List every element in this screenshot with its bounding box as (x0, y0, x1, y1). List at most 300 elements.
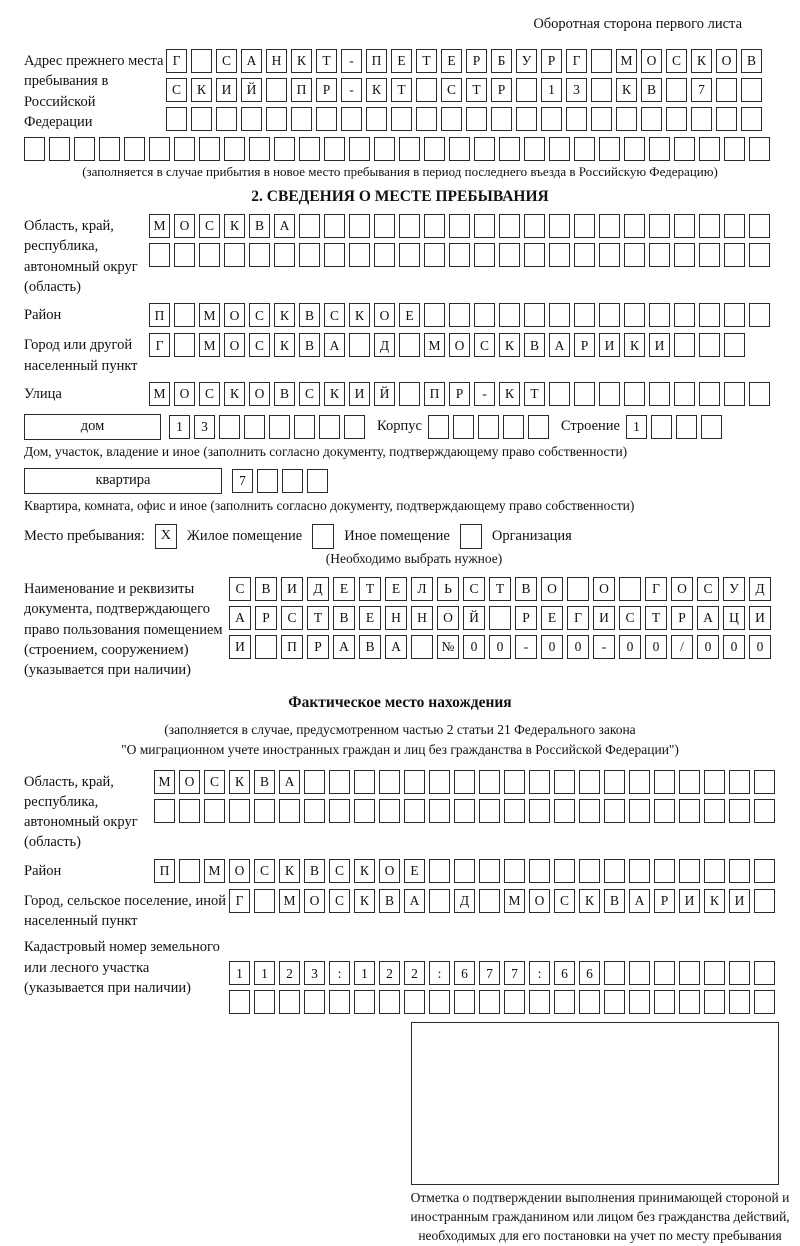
char-box[interactable] (479, 990, 500, 1014)
char-box[interactable] (294, 415, 315, 439)
char-box[interactable] (574, 303, 595, 327)
char-box[interactable]: О (304, 889, 325, 913)
char-box[interactable]: Н (385, 606, 407, 630)
char-box[interactable]: В (304, 859, 325, 883)
char-box[interactable] (349, 243, 370, 267)
char-box[interactable] (729, 990, 750, 1014)
char-box[interactable]: В (333, 606, 355, 630)
char-box[interactable] (191, 107, 212, 131)
char-box[interactable] (266, 78, 287, 102)
char-box[interactable] (729, 770, 750, 794)
char-box[interactable] (449, 303, 470, 327)
char-box[interactable]: Р (574, 333, 595, 357)
char-box[interactable] (429, 770, 450, 794)
char-box[interactable]: С (619, 606, 641, 630)
char-box[interactable] (266, 107, 287, 131)
char-box[interactable]: О (593, 577, 615, 601)
char-box[interactable]: 3 (304, 961, 325, 985)
char-box[interactable] (424, 243, 445, 267)
char-box[interactable]: Т (359, 577, 381, 601)
char-box[interactable] (179, 799, 200, 823)
char-box[interactable] (329, 799, 350, 823)
char-box[interactable] (679, 990, 700, 1014)
char-box[interactable] (629, 990, 650, 1014)
char-box[interactable] (399, 214, 420, 238)
char-box[interactable] (416, 107, 437, 131)
char-box[interactable] (641, 107, 662, 131)
char-box[interactable] (174, 333, 195, 357)
char-box[interactable] (274, 137, 295, 161)
char-box[interactable] (249, 243, 270, 267)
char-box[interactable] (316, 107, 337, 131)
char-box[interactable]: П (149, 303, 170, 327)
char-box[interactable] (174, 303, 195, 327)
char-box[interactable] (474, 137, 495, 161)
char-box[interactable] (604, 770, 625, 794)
char-box[interactable] (269, 415, 290, 439)
char-box[interactable]: Р (449, 382, 470, 406)
char-box[interactable]: И (679, 889, 700, 913)
char-box[interactable]: Г (645, 577, 667, 601)
char-box[interactable] (474, 243, 495, 267)
char-box[interactable] (366, 107, 387, 131)
char-box[interactable] (379, 770, 400, 794)
char-box[interactable]: - (341, 78, 362, 102)
char-box[interactable]: 2 (379, 961, 400, 985)
char-box[interactable] (674, 137, 695, 161)
char-box[interactable] (749, 137, 770, 161)
char-box[interactable] (579, 859, 600, 883)
char-box[interactable] (449, 214, 470, 238)
char-box[interactable]: О (529, 889, 550, 913)
char-box[interactable]: К (354, 859, 375, 883)
char-box[interactable]: Р (654, 889, 675, 913)
char-box[interactable]: С (254, 859, 275, 883)
char-box[interactable] (499, 303, 520, 327)
char-box[interactable]: 2 (279, 961, 300, 985)
char-box[interactable] (749, 214, 770, 238)
char-box[interactable]: 2 (404, 961, 425, 985)
char-box[interactable]: И (649, 333, 670, 357)
char-box[interactable]: О (716, 49, 737, 73)
char-box[interactable] (279, 799, 300, 823)
char-box[interactable] (554, 990, 575, 1014)
char-box[interactable] (729, 799, 750, 823)
char-box[interactable] (354, 770, 375, 794)
char-box[interactable]: С (666, 49, 687, 73)
char-box[interactable]: Г (567, 606, 589, 630)
char-box[interactable]: А (274, 214, 295, 238)
char-box[interactable]: П (291, 78, 312, 102)
char-box[interactable]: 1 (229, 961, 250, 985)
char-box[interactable] (649, 214, 670, 238)
char-box[interactable] (49, 137, 70, 161)
char-box[interactable] (154, 799, 175, 823)
char-box[interactable]: А (629, 889, 650, 913)
char-box[interactable] (307, 469, 328, 493)
char-box[interactable]: К (624, 333, 645, 357)
char-box[interactable]: Т (391, 78, 412, 102)
char-box[interactable]: И (729, 889, 750, 913)
char-box[interactable] (524, 243, 545, 267)
char-box[interactable] (579, 770, 600, 794)
char-box[interactable] (699, 214, 720, 238)
char-box[interactable]: О (437, 606, 459, 630)
char-box[interactable]: О (249, 382, 270, 406)
char-box[interactable] (649, 303, 670, 327)
char-box[interactable]: В (274, 382, 295, 406)
char-box[interactable] (474, 303, 495, 327)
char-box[interactable] (479, 799, 500, 823)
char-box[interactable] (541, 107, 562, 131)
char-box[interactable] (429, 990, 450, 1014)
char-box[interactable] (749, 382, 770, 406)
char-box[interactable]: К (279, 859, 300, 883)
char-box[interactable] (374, 243, 395, 267)
char-box[interactable] (524, 303, 545, 327)
char-box[interactable] (704, 961, 725, 985)
char-box[interactable] (99, 137, 120, 161)
char-box[interactable] (624, 137, 645, 161)
char-box[interactable] (244, 415, 265, 439)
char-box[interactable] (166, 107, 187, 131)
char-box[interactable] (716, 78, 737, 102)
char-box[interactable] (254, 799, 275, 823)
char-box[interactable]: А (333, 635, 355, 659)
char-box[interactable] (729, 859, 750, 883)
char-box[interactable]: 0 (749, 635, 771, 659)
char-box[interactable] (344, 415, 365, 439)
char-box[interactable] (554, 859, 575, 883)
char-box[interactable]: В (515, 577, 537, 601)
char-box[interactable] (429, 889, 450, 913)
char-box[interactable] (424, 137, 445, 161)
char-box[interactable] (516, 78, 537, 102)
char-box[interactable] (704, 770, 725, 794)
char-box[interactable] (428, 415, 449, 439)
char-box[interactable] (749, 243, 770, 267)
char-box[interactable]: 0 (567, 635, 589, 659)
char-box[interactable] (304, 770, 325, 794)
char-box[interactable]: И (749, 606, 771, 630)
char-box[interactable] (579, 799, 600, 823)
char-box[interactable] (599, 243, 620, 267)
char-box[interactable] (604, 799, 625, 823)
char-box[interactable] (341, 107, 362, 131)
char-box[interactable] (449, 243, 470, 267)
char-box[interactable] (599, 382, 620, 406)
char-box[interactable]: П (366, 49, 387, 73)
char-box[interactable]: 3 (194, 415, 215, 439)
char-box[interactable]: В (524, 333, 545, 357)
char-box[interactable]: Р (466, 49, 487, 73)
char-box[interactable]: О (174, 214, 195, 238)
char-box[interactable] (299, 243, 320, 267)
char-box[interactable] (374, 137, 395, 161)
char-box[interactable] (629, 799, 650, 823)
char-box[interactable] (204, 799, 225, 823)
char-box[interactable] (549, 214, 570, 238)
char-box[interactable]: В (741, 49, 762, 73)
char-box[interactable] (299, 137, 320, 161)
char-box[interactable]: С (554, 889, 575, 913)
char-box[interactable]: А (549, 333, 570, 357)
char-box[interactable]: С (166, 78, 187, 102)
char-box[interactable]: С (281, 606, 303, 630)
char-box[interactable] (724, 214, 745, 238)
char-box[interactable]: С (697, 577, 719, 601)
char-box[interactable] (528, 415, 549, 439)
char-box[interactable]: В (604, 889, 625, 913)
char-box[interactable]: В (254, 770, 275, 794)
char-box[interactable] (654, 799, 675, 823)
char-box[interactable] (666, 107, 687, 131)
char-box[interactable] (524, 214, 545, 238)
char-box[interactable]: К (349, 303, 370, 327)
char-box[interactable] (629, 770, 650, 794)
char-box[interactable]: Т (489, 577, 511, 601)
char-box[interactable]: С (463, 577, 485, 601)
char-box[interactable]: В (299, 303, 320, 327)
char-box[interactable]: К (616, 78, 637, 102)
char-box[interactable] (199, 137, 220, 161)
char-box[interactable] (741, 78, 762, 102)
char-box[interactable] (319, 415, 340, 439)
char-box[interactable]: 0 (619, 635, 641, 659)
char-box[interactable]: 6 (554, 961, 575, 985)
char-box[interactable] (441, 107, 462, 131)
char-box[interactable] (499, 243, 520, 267)
char-box[interactable] (454, 859, 475, 883)
char-box[interactable] (579, 990, 600, 1014)
char-box[interactable]: И (216, 78, 237, 102)
char-box[interactable]: В (255, 577, 277, 601)
char-box[interactable] (453, 415, 474, 439)
char-box[interactable]: О (671, 577, 693, 601)
char-box[interactable] (629, 859, 650, 883)
char-box[interactable] (454, 770, 475, 794)
char-box[interactable]: К (499, 382, 520, 406)
char-box[interactable]: К (274, 303, 295, 327)
char-box[interactable]: М (199, 333, 220, 357)
char-box[interactable]: А (279, 770, 300, 794)
char-box[interactable] (616, 107, 637, 131)
char-box[interactable]: К (704, 889, 725, 913)
char-box[interactable]: М (149, 214, 170, 238)
char-box[interactable] (599, 137, 620, 161)
char-box[interactable]: В (249, 214, 270, 238)
char-box[interactable] (567, 577, 589, 601)
char-box[interactable]: О (224, 303, 245, 327)
char-box[interactable] (429, 859, 450, 883)
char-box[interactable]: Р (671, 606, 693, 630)
char-box[interactable] (529, 990, 550, 1014)
char-box[interactable]: О (449, 333, 470, 357)
char-box[interactable] (691, 107, 712, 131)
char-box[interactable]: Р (541, 49, 562, 73)
char-box[interactable]: Г (166, 49, 187, 73)
char-box[interactable]: С (324, 303, 345, 327)
char-box[interactable] (679, 799, 700, 823)
char-box[interactable] (729, 961, 750, 985)
char-box[interactable]: М (199, 303, 220, 327)
char-box[interactable] (574, 382, 595, 406)
char-box[interactable]: С (199, 214, 220, 238)
char-box[interactable]: Б (491, 49, 512, 73)
char-box[interactable]: О (179, 770, 200, 794)
char-box[interactable]: Л (411, 577, 433, 601)
char-box[interactable]: - (341, 49, 362, 73)
char-box[interactable] (304, 990, 325, 1014)
char-box[interactable]: Р (255, 606, 277, 630)
char-box[interactable] (701, 415, 722, 439)
char-box[interactable] (255, 635, 277, 659)
char-box[interactable] (629, 961, 650, 985)
char-box[interactable]: П (424, 382, 445, 406)
char-box[interactable]: С (204, 770, 225, 794)
char-box[interactable]: Г (149, 333, 170, 357)
char-box[interactable] (191, 49, 212, 73)
char-box[interactable]: И (599, 333, 620, 357)
char-box[interactable]: К (354, 889, 375, 913)
char-box[interactable] (354, 990, 375, 1014)
apartment-field[interactable]: квартира (24, 468, 222, 494)
char-box[interactable] (504, 990, 525, 1014)
char-box[interactable] (599, 303, 620, 327)
char-box[interactable] (741, 107, 762, 131)
char-box[interactable]: - (474, 382, 495, 406)
char-box[interactable] (379, 990, 400, 1014)
char-box[interactable] (529, 770, 550, 794)
char-box[interactable] (329, 770, 350, 794)
char-box[interactable] (429, 799, 450, 823)
char-box[interactable]: 3 (566, 78, 587, 102)
char-box[interactable] (416, 78, 437, 102)
char-box[interactable]: 1 (626, 415, 647, 439)
char-box[interactable]: К (691, 49, 712, 73)
char-box[interactable]: М (504, 889, 525, 913)
char-box[interactable] (499, 214, 520, 238)
char-box[interactable]: Ь (437, 577, 459, 601)
char-box[interactable] (529, 799, 550, 823)
char-box[interactable]: О (641, 49, 662, 73)
char-box[interactable]: Р (491, 78, 512, 102)
char-box[interactable] (674, 303, 695, 327)
char-box[interactable] (454, 799, 475, 823)
char-box[interactable]: Т (307, 606, 329, 630)
char-box[interactable] (524, 137, 545, 161)
char-box[interactable] (649, 137, 670, 161)
char-box[interactable]: № (437, 635, 459, 659)
char-box[interactable]: М (204, 859, 225, 883)
char-box[interactable] (654, 859, 675, 883)
char-box[interactable] (674, 333, 695, 357)
char-box[interactable] (249, 137, 270, 161)
char-box[interactable] (624, 382, 645, 406)
char-box[interactable]: Т (524, 382, 545, 406)
char-box[interactable]: Д (749, 577, 771, 601)
char-box[interactable] (224, 137, 245, 161)
char-box[interactable]: С (441, 78, 462, 102)
char-box[interactable]: 0 (645, 635, 667, 659)
char-box[interactable]: К (324, 382, 345, 406)
char-box[interactable]: 1 (254, 961, 275, 985)
char-box[interactable] (654, 990, 675, 1014)
house-field[interactable]: дом (24, 414, 161, 440)
char-box[interactable] (649, 243, 670, 267)
char-box[interactable]: И (593, 606, 615, 630)
char-box[interactable]: / (671, 635, 693, 659)
char-box[interactable]: К (291, 49, 312, 73)
char-box[interactable]: : (529, 961, 550, 985)
char-box[interactable]: П (154, 859, 175, 883)
char-box[interactable] (399, 382, 420, 406)
char-box[interactable] (549, 382, 570, 406)
char-box[interactable]: С (329, 859, 350, 883)
char-box[interactable] (404, 990, 425, 1014)
char-box[interactable] (474, 214, 495, 238)
char-box[interactable] (229, 799, 250, 823)
char-box[interactable] (666, 78, 687, 102)
char-box[interactable] (479, 889, 500, 913)
char-box[interactable]: - (593, 635, 615, 659)
char-box[interactable]: Е (399, 303, 420, 327)
char-box[interactable]: К (191, 78, 212, 102)
char-box[interactable] (324, 137, 345, 161)
char-box[interactable] (754, 799, 775, 823)
char-box[interactable]: И (229, 635, 251, 659)
char-box[interactable] (749, 303, 770, 327)
char-box[interactable]: Е (441, 49, 462, 73)
char-box[interactable]: К (229, 770, 250, 794)
char-box[interactable] (216, 107, 237, 131)
char-box[interactable] (466, 107, 487, 131)
char-box[interactable]: Т (645, 606, 667, 630)
char-box[interactable]: К (224, 214, 245, 238)
char-box[interactable]: 0 (463, 635, 485, 659)
char-box[interactable] (574, 243, 595, 267)
char-box[interactable] (699, 382, 720, 406)
char-box[interactable] (574, 214, 595, 238)
char-box[interactable] (549, 243, 570, 267)
char-box[interactable]: О (541, 577, 563, 601)
char-box[interactable]: Д (374, 333, 395, 357)
char-box[interactable] (624, 243, 645, 267)
char-box[interactable]: А (229, 606, 251, 630)
char-box[interactable] (454, 990, 475, 1014)
char-box[interactable] (704, 859, 725, 883)
char-box[interactable] (219, 415, 240, 439)
char-box[interactable]: У (516, 49, 537, 73)
char-box[interactable] (241, 107, 262, 131)
char-box[interactable] (174, 137, 195, 161)
char-box[interactable] (699, 303, 720, 327)
char-box[interactable] (699, 243, 720, 267)
char-box[interactable] (651, 415, 672, 439)
char-box[interactable] (649, 382, 670, 406)
char-box[interactable]: А (697, 606, 719, 630)
char-box[interactable]: 0 (541, 635, 563, 659)
char-box[interactable] (329, 990, 350, 1014)
char-box[interactable] (504, 859, 525, 883)
char-box[interactable]: Г (566, 49, 587, 73)
char-box[interactable] (704, 799, 725, 823)
char-box[interactable]: М (149, 382, 170, 406)
char-box[interactable] (599, 214, 620, 238)
char-box[interactable] (724, 382, 745, 406)
char-box[interactable] (124, 137, 145, 161)
char-box[interactable]: В (299, 333, 320, 357)
